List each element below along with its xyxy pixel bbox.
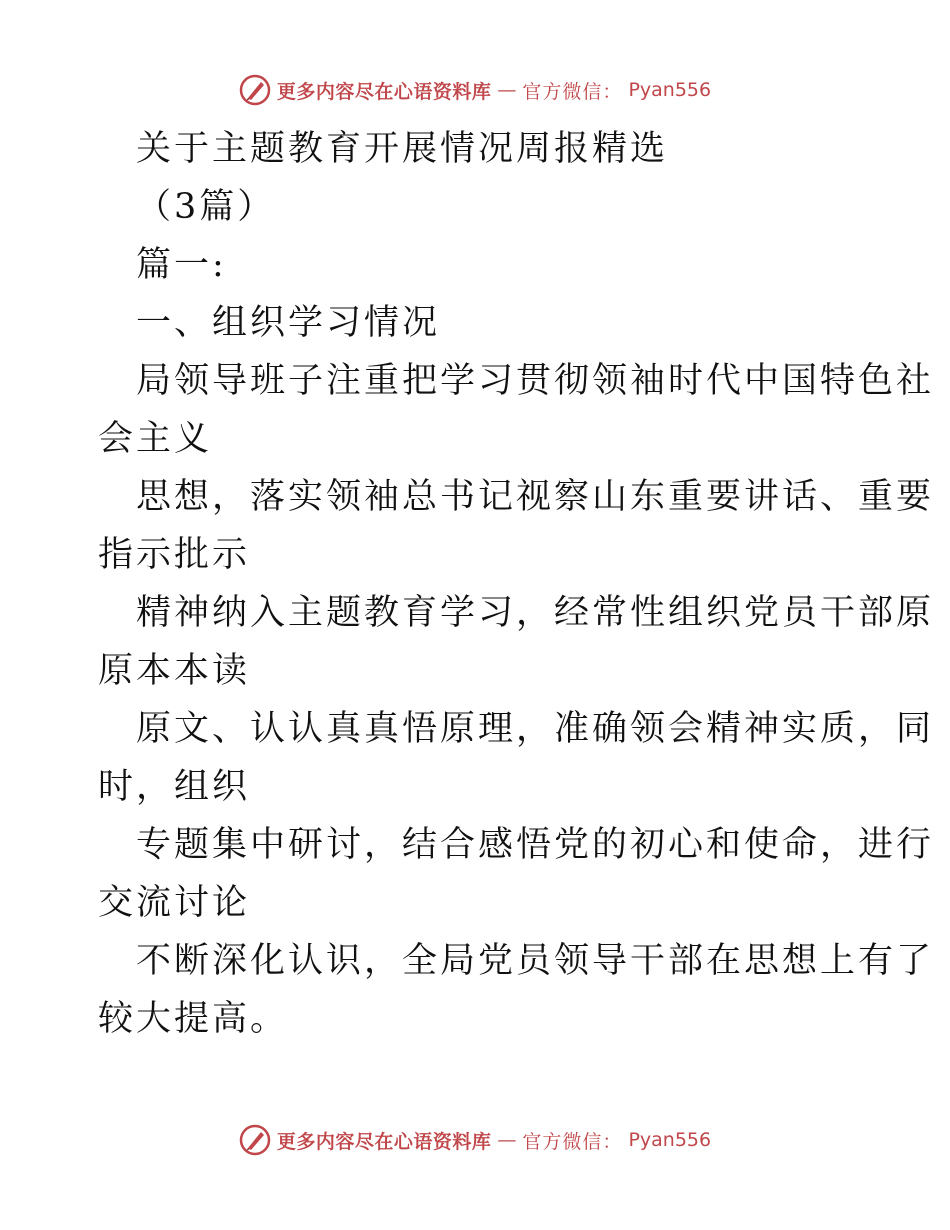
paragraph-line: 原本本读 — [98, 651, 251, 691]
watermark-separator: — — [497, 79, 517, 101]
watermark-main-text: 更多内容尽在心语资料库 — [276, 1130, 492, 1153]
document-subtitle: （3篇） — [136, 187, 276, 227]
paragraph-line: 思想，落实领袖总书记视察山东重要讲话、重要 — [136, 477, 935, 517]
paragraph-line: 时，组织 — [98, 767, 251, 807]
watermark-main-text: 更多内容尽在心语资料库 — [276, 80, 492, 103]
paragraph-line: 不断深化认识，全局党员领导干部在思想上有了 — [136, 941, 935, 981]
document-title: 关于主题教育开展情况周报精选 — [136, 129, 669, 169]
document-body — [98, 120, 935, 1048]
paragraph-line: 精神纳入主题教育学习，经常性组织党员干部原 — [136, 593, 935, 633]
subsection-heading: 一、组织学习情况 — [136, 303, 441, 343]
watermark-wechat-label: 官方微信： — [522, 1130, 623, 1153]
footer-watermark — [0, 1120, 950, 1160]
paragraph-line: 原文、认认真真悟原理，准确领会精神实质，同 — [136, 709, 935, 749]
paragraph-line: 局领导班子注重把学习贯彻领袖时代中国特色社 — [136, 361, 935, 401]
quill-logo-icon — [239, 1124, 271, 1156]
paragraph-line: 会主义 — [98, 419, 213, 459]
paragraph-line: 交流讨论 — [98, 883, 251, 923]
watermark-separator: — — [497, 1129, 517, 1151]
watermark-wechat-id: Pyan556 — [628, 1129, 712, 1151]
watermark-wechat-label: 官方微信： — [522, 80, 623, 103]
header-watermark — [0, 70, 950, 110]
quill-logo-icon — [239, 74, 271, 106]
paragraph-line: 专题集中研讨，结合感悟党的初心和使命，进行 — [136, 825, 935, 865]
watermark-wechat-id: Pyan556 — [628, 79, 712, 101]
paragraph-line: 较大提高。 — [98, 999, 289, 1039]
section-heading: 篇一: — [136, 245, 227, 285]
paragraph-line: 指示批示 — [98, 535, 251, 575]
